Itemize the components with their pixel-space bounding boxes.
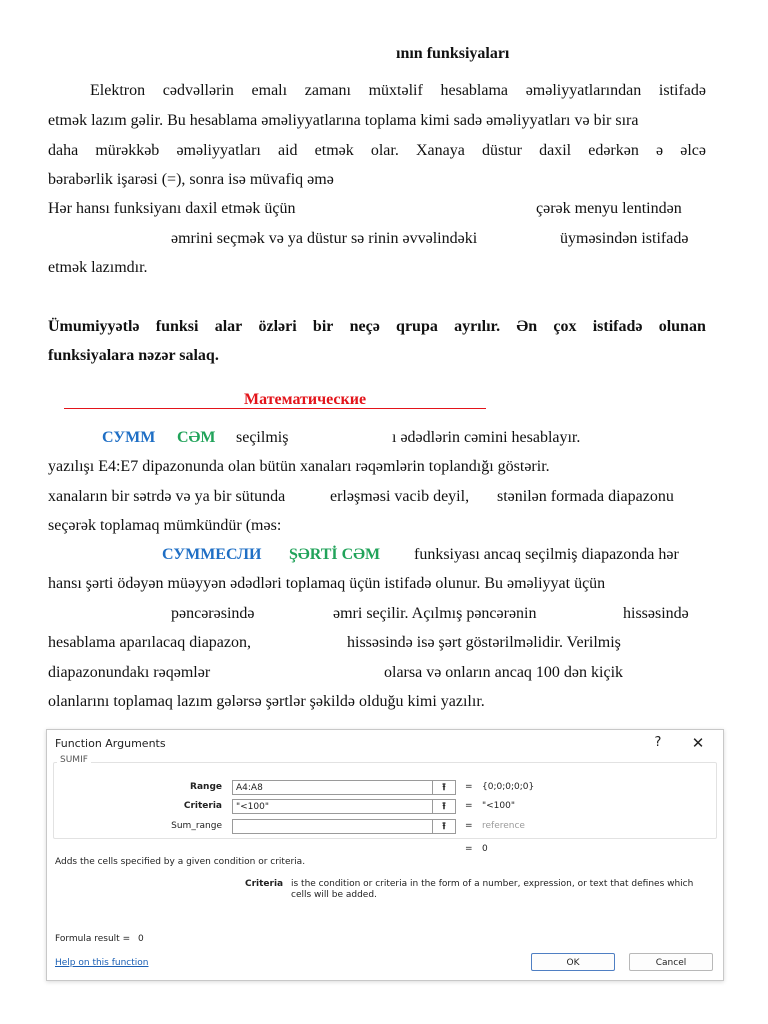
sumif-line-1-right: funksiyası ancaq seçilmiş diapazonda hər [414,546,679,563]
word: alar [214,318,243,335]
sumif-line-2: hansı şərti ödəyən müəyyən ədədləri toplamaq üçün istifadə olunur. Bu əməliyyat üçün [48,575,606,592]
word: olar. [370,142,399,159]
word: özləri [258,318,297,335]
paragraph-1-line-2 [48,111,706,131]
help-icon[interactable]: ? [654,735,662,750]
paragraph-2-line-3: etmək lazımdır. [48,259,148,276]
paragraph-3-line-2: funksiyalara nəzər salaq. [48,347,219,364]
word: ə [655,142,664,159]
sumif-line-5a: diapazonundakı rəqəmlər [48,664,211,681]
sum-range-equals: = [465,821,473,831]
range-collapse-icon[interactable]: ⭱ [432,780,456,795]
formula-result-label: Formula result = [55,934,131,944]
sumif-line-6: olanlarını toplamaq lazım gələrsə şərtlər şəkildə olduğu kimi yazılır. [48,693,485,710]
cancel-button[interactable]: Cancel [629,953,713,971]
criteria-desc-text: is the condition or criteria in the form of a number, expression, or text that defines which cells will be added. [291,879,694,900]
formula-result-value: 0 [138,934,144,944]
word: Ümumiyyətlə [48,318,140,335]
sum-range-result: reference [482,821,525,831]
function-description: Adds the cells specified by a given condition or criteria. [55,857,306,867]
section-heading: ının funksiyaları [396,45,510,62]
paragraph-3-line-1 [48,317,706,337]
word: qrupa [396,318,438,335]
sum-line-3a: xanaların bir sətrdə və ya bir sütunda [48,488,286,505]
word: Ən [516,318,538,335]
paragraph-2-line-1-left: Hər hansı funksiyanı daxil etmək üçün [48,200,296,217]
sumif-line-3b: əmri seçilir. Açılmış pəncərənin [333,605,537,622]
range-equals: = [465,782,473,792]
function-arguments-dialog [46,729,724,981]
word: daxil [539,142,572,159]
word: hesablama [440,82,509,99]
sum-az-label: CƏM [177,429,216,446]
word: Elektron [90,82,146,99]
word: funksi [155,318,199,335]
sum-line-4: seçərək toplamaq mümkündür (məs: [48,517,282,534]
word: istifadə [658,82,706,99]
word: daha [48,142,79,159]
math-section-title: Математические [244,391,367,408]
sum-line-3b: erləşməsi vacib deyil, [330,488,470,505]
criteria-label: Criteria [183,801,222,811]
sumif-ru-label: СУММЕСЛИ [162,546,262,563]
paragraph-2-line-2-mid: əmrini seçmək və ya düstur sə rinin əvvəlindəki [171,230,478,247]
sum-line-2: yazılışı E4:E7 dipazonunda olan bütün xanaları rəqəmlərin toplandığı göstərir. [48,458,550,475]
sumif-line-5b: olarsa və onların ancaq 100 dən kiçik [384,664,624,681]
math-section-rule [64,408,486,409]
sum-line-3c: stənilən formada diapazonu [497,488,674,505]
word: əməliyyatlarından [525,82,642,99]
paragraph-2-line-1-right: çərək menyu lentindən [536,200,682,217]
word: əməliyyatları [176,142,261,159]
sumif-line-4b: hissəsində isə şərt göstərilməlidir. Verilmiş [347,634,621,651]
sum-range-input[interactable] [232,819,456,834]
sum-ru-label: СУММ [102,429,156,446]
criteria-collapse-icon[interactable]: ⭱ [432,799,456,814]
range-result: {0;0;0;0;0} [482,782,535,792]
criteria-input[interactable]: "<100" [232,799,456,814]
word: aid [277,142,298,159]
word: ayrılır. [454,318,501,335]
criteria-equals: = [465,801,473,811]
word: düstur [481,142,522,159]
total-result: 0 [482,844,488,854]
word: çox [553,318,577,335]
word: neçə [349,318,380,335]
sum-range-collapse-icon[interactable]: ⭱ [432,819,456,834]
word: olunan [658,318,706,335]
word: edərkən [588,142,639,159]
criteria-desc-label: Criteria [245,879,284,889]
total-equals: = [465,844,473,854]
close-icon[interactable]: ✕ [691,734,705,752]
paragraph-1-line-3 [48,141,706,161]
sumif-group-label: SUMIF [57,755,91,765]
word: etmək lazım gəlir. Bu hesablama əməliyyatlarına toplama kimi sadə əməliyyatları və bir sıra [48,112,639,129]
word: bir [312,318,334,335]
ok-button[interactable]: OK [531,953,615,971]
word: əlcə [680,142,706,159]
sum-range-label: Sum_range [171,821,222,831]
sumif-line-4a: hesablama aparılacaq diapazon, [48,634,251,651]
sum-line-1-right: ı ədədlərin cəmini hesablayır. [392,429,581,446]
sumif-az-label: ŞƏRTİ CƏM [289,546,381,563]
range-label: Range [190,782,222,792]
word: istifadə [592,318,643,335]
word: cədvəllərin [162,82,234,99]
dialog-title: Function Arguments [55,737,166,750]
range-input[interactable]: A4:A8 [232,780,456,795]
paragraph-1-line-1 [48,81,706,101]
word: etmək [314,142,354,159]
help-link[interactable]: Help on this function [55,958,149,968]
word: mürəkkəb [95,142,160,159]
paragraph-2-line-2-right: üyməsindən istifadə [560,230,689,247]
word: emalı [251,82,288,99]
sumif-line-3c: hissəsində [623,605,689,622]
criteria-result: "<100" [482,801,515,811]
word: Xanaya [415,142,465,159]
sumif-line-3a: pəncərəsində [171,605,255,622]
paragraph-1-line-4: bərabərlik işarəsi (=), sonra isə müvafiq əmə [48,171,334,188]
word: zamanı [304,82,351,99]
word: müxtəlif [368,82,423,99]
sum-line-1-mid: seçilmiş [236,429,289,446]
